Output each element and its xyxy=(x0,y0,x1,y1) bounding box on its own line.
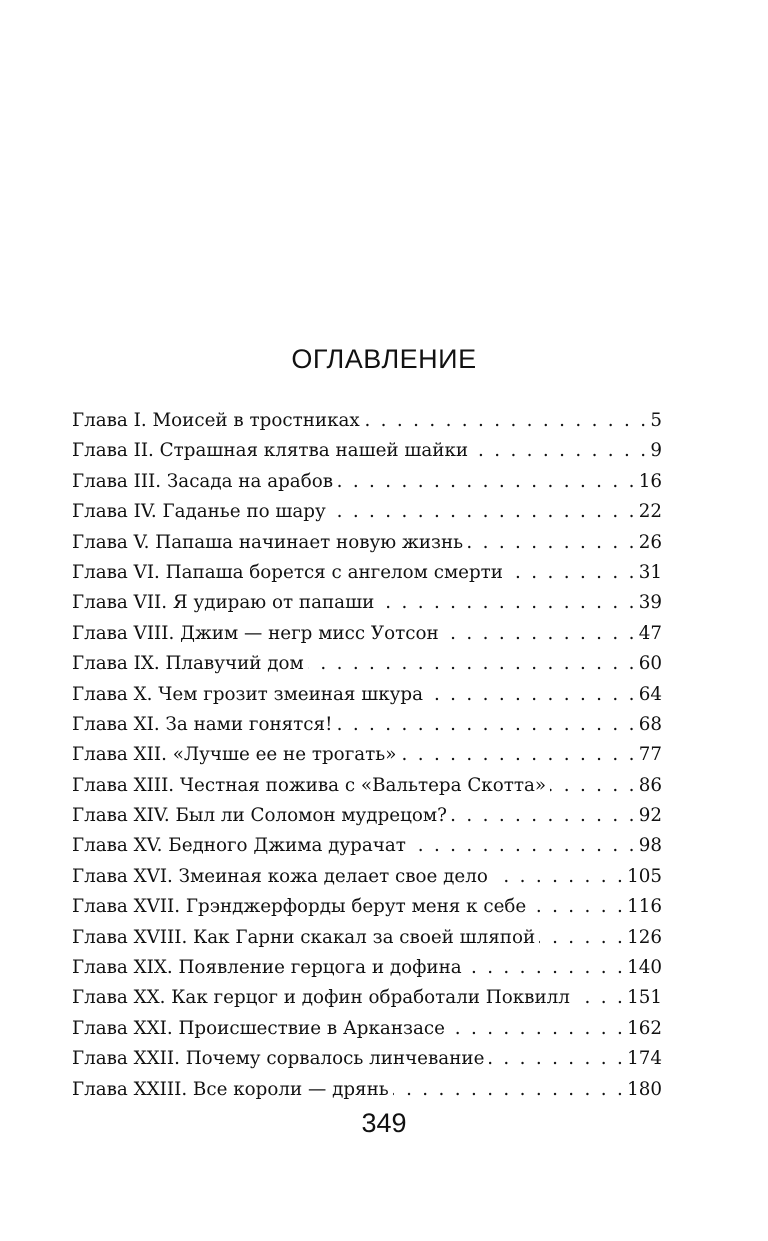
leader-dots xyxy=(466,953,625,983)
toc-entry xyxy=(72,953,662,983)
page-number: 349 xyxy=(361,1108,407,1138)
leader-dots xyxy=(449,1014,625,1044)
toc-entry-page: 105 xyxy=(627,865,662,887)
toc-entry-title: Глава V. Папаша начинает новую жизнь xyxy=(72,531,464,553)
toc-entry-page: 116 xyxy=(627,896,662,918)
toc-entry-page: 31 xyxy=(638,561,662,583)
toc-entry xyxy=(72,801,662,831)
leader-dots xyxy=(400,740,636,770)
toc-entry-title: Глава XIII. Честная пожива с «Вальтера Скотта» xyxy=(72,774,547,796)
toc-entry xyxy=(72,1044,662,1074)
toc-entry-page: 126 xyxy=(627,926,662,948)
toc-entry-title: Глава VIII. Джим — негр мисс Уотсон xyxy=(72,622,439,644)
leader-dots xyxy=(539,923,625,953)
toc-entry-page: 22 xyxy=(638,501,662,523)
toc-entry xyxy=(72,588,662,618)
toc-entry xyxy=(72,406,662,436)
toc-entry xyxy=(72,983,662,1013)
toc-entry-page: 64 xyxy=(638,683,662,705)
toc-entry-page: 26 xyxy=(638,531,662,553)
toc-entry xyxy=(72,558,662,588)
toc-entry-title: Глава II. Страшная клятва нашей шайки xyxy=(72,440,469,462)
leader-dots xyxy=(488,1044,625,1074)
toc-entry-title: Глава XIX. Появление герцога и дофина xyxy=(72,957,462,979)
toc-entry-title: Глава I. Моисей в тростниках xyxy=(72,410,360,431)
toc-entry-page: 140 xyxy=(627,957,662,979)
leader-dots xyxy=(550,771,637,801)
toc-entry-title: Глава XVII. Грэнджерфорды берут меня к себе xyxy=(72,896,527,918)
leader-dots xyxy=(530,892,625,922)
toc-entry-title: Глава IX. Плавучий дом xyxy=(72,653,304,675)
toc-entry-page: 174 xyxy=(627,1048,662,1070)
toc-entry xyxy=(72,649,662,679)
toc-entry xyxy=(72,528,662,558)
toc-entry-title: Глава VI. Папаша борется с ангелом смерти xyxy=(72,561,503,583)
toc-entry-title: Глава X. Чем грозит змеиная шкура xyxy=(72,683,424,705)
leader-dots xyxy=(336,710,636,740)
toc-entry-page: 9 xyxy=(650,440,662,462)
toc-entry xyxy=(72,740,662,770)
toc-entry xyxy=(72,619,662,649)
leader-dots xyxy=(378,588,636,618)
leader-dots xyxy=(443,619,637,649)
toc-entry-page: 86 xyxy=(638,774,662,796)
page-title: ОГЛАВЛЕНИЕ xyxy=(291,344,477,374)
toc-entry-title: Глава XXII. Почему сорвалось линчевание xyxy=(72,1048,485,1070)
table-of-contents xyxy=(72,406,662,1105)
leader-dots xyxy=(308,649,637,679)
toc-entry xyxy=(72,892,662,922)
toc-entry xyxy=(72,436,662,466)
toc-entry-title: Глава XXIII. Все короли — дрянь xyxy=(72,1078,389,1100)
toc-entry-page: 16 xyxy=(638,470,662,492)
toc-entry-title: Глава VII. Я удираю от папаши xyxy=(72,592,375,614)
toc-entry-title: Глава IV. Гаданье по шару xyxy=(72,501,326,523)
leader-dots xyxy=(467,528,637,558)
leader-dots xyxy=(393,1075,625,1105)
toc-entry-title: Глава XXI. Происшествие в Арканзасе xyxy=(72,1017,445,1039)
toc-entry xyxy=(72,1014,662,1044)
toc-entry-title: Глава III. Засада на арабов xyxy=(72,470,333,492)
toc-entry xyxy=(72,497,662,527)
toc-entry xyxy=(72,831,662,861)
leader-dots xyxy=(574,983,625,1013)
toc-entry-page: 77 xyxy=(638,744,662,766)
toc-entry-title: Глава XI. За нами гонятся! xyxy=(72,713,333,735)
toc-entry-title: Глава XIV. Был ли Соломон мудрецом? xyxy=(72,805,447,827)
leader-dots xyxy=(492,862,625,892)
toc-entry xyxy=(72,680,662,710)
toc-entry-page: 92 xyxy=(638,805,662,827)
leader-dots xyxy=(330,497,637,527)
toc-entry-page: 68 xyxy=(638,713,662,735)
leader-dots xyxy=(472,436,648,466)
toc-entry-title: Глава XII. «Лучше ее не трогать» xyxy=(72,744,397,766)
toc-entry xyxy=(72,467,662,497)
toc-entry-title: Глава XX. Как герцог и дофин обработали Поквилл xyxy=(72,987,570,1009)
leader-dots xyxy=(410,831,637,861)
toc-entry-title: Глава XVI. Змеиная кожа делает свое дело xyxy=(72,865,488,887)
toc-entry-page: 47 xyxy=(638,622,662,644)
toc-entry-title: Глава XVIII. Как Гарни скакал за своей шляпой xyxy=(72,926,536,948)
leader-dots xyxy=(427,680,637,710)
toc-entry-page: 151 xyxy=(627,987,662,1009)
toc-entry xyxy=(72,710,662,740)
toc-entry-title: Глава XV. Бедного Джима дурачат xyxy=(72,835,406,857)
toc-entry-page: 162 xyxy=(627,1017,662,1039)
toc-entry-page: 39 xyxy=(638,592,662,614)
toc-entry xyxy=(72,1075,662,1105)
toc-entry-page: 60 xyxy=(638,653,662,675)
leader-dots xyxy=(451,801,637,831)
leader-dots xyxy=(337,467,637,497)
toc-entry-page: 98 xyxy=(638,835,662,857)
toc-entry-page: 5 xyxy=(650,410,662,431)
toc-entry xyxy=(72,923,662,953)
leader-dots xyxy=(507,558,637,588)
toc-entry xyxy=(72,862,662,892)
toc-entry-page: 180 xyxy=(627,1078,662,1100)
leader-dots xyxy=(364,406,649,436)
toc-entry xyxy=(72,771,662,801)
